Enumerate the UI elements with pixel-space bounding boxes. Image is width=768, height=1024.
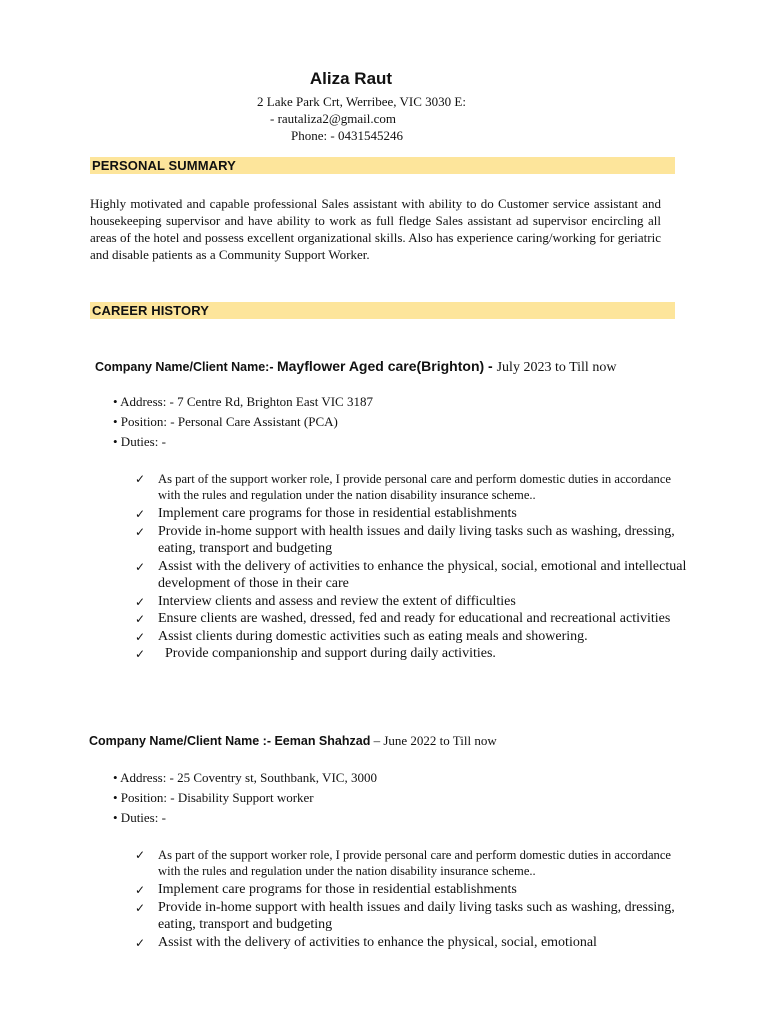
duty-item: ✓ Ensure clients are washed, dressed, fed and ready for educational and recreational activities bbox=[135, 610, 695, 628]
duty-item: ✓ Provide companionship and support during daily activities. bbox=[135, 645, 695, 663]
candidate-name: Aliza Raut bbox=[309, 69, 393, 88]
personal-summary-heading: PERSONAL SUMMARY bbox=[92, 158, 236, 173]
job-1-company: Mayflower Aged care(Brighton) - bbox=[276, 358, 497, 374]
job-2-duties-label: • Duties: - bbox=[113, 810, 166, 825]
duty-item: ✓ As part of the support worker role, I provide personal care and perform domestic duties in accordance with the rules and regulation under the nation disability insurance scheme.. bbox=[135, 472, 672, 502]
job-1-duties-label: • Duties: - bbox=[113, 434, 166, 449]
job-1-position: • Position: - Personal Care Assistant (PCA) bbox=[113, 414, 338, 429]
check-mark-icon: ✓ bbox=[135, 629, 146, 644]
job-2-duties bbox=[135, 847, 695, 951]
job-2-label: Company Name/Client Name :- bbox=[89, 734, 275, 748]
job-2-company: Eeman Shahzad bbox=[274, 734, 371, 748]
check-mark-icon: ✓ bbox=[135, 472, 146, 486]
email-line: - rautaliza2@gmail.com bbox=[270, 111, 397, 126]
duty-item: ✓ As part of the support worker role, I provide personal care and perform domestic duties in accordance with the rules and regulation under the nation disability insurance scheme.. bbox=[135, 848, 672, 878]
job-2-header bbox=[89, 733, 497, 749]
job-1-address: • Address: - 7 Centre Rd, Brighton East VIC 3187 bbox=[113, 394, 373, 409]
check-mark-icon: ✓ bbox=[135, 507, 146, 521]
duty-item: ✓ Assist with the delivery of activities to enhance the physical, social, emotional and intellectual development of those in their care bbox=[135, 558, 687, 591]
career-history-heading: CAREER HISTORY bbox=[92, 303, 209, 318]
job-2-dates: – June 2022 to Till now bbox=[370, 733, 497, 748]
check-mark-icon: ✓ bbox=[135, 612, 146, 626]
check-mark-icon: ✓ bbox=[135, 647, 146, 661]
job-1-header bbox=[95, 358, 616, 376]
job-2-position: • Position: - Disability Support worker bbox=[113, 790, 314, 805]
job-1-duties bbox=[135, 471, 695, 663]
job-1-dates: July 2023 to Till now bbox=[496, 360, 617, 375]
duty-item: ✓ Implement care programs for those in residential establishments bbox=[135, 881, 695, 899]
personal-summary-band bbox=[90, 157, 675, 174]
duty-item: ✓ Assist clients during domestic activities such as eating meals and showering. bbox=[135, 628, 695, 646]
job-1-info bbox=[113, 392, 373, 452]
job-2-info bbox=[113, 768, 377, 828]
personal-summary-text: Highly motivated and capable professional Sales assistant with ability to do Customer service assistant and housekeeping supervisor and have ability to work as full fledge Sales assistant ad supervisor encircling all areas of the hotel and possess excellent organizational skills. Also has experience caring/working for geriatric and disable patients as a Community Support Worker. bbox=[90, 196, 661, 262]
check-mark-icon: ✓ bbox=[135, 848, 146, 862]
check-mark-icon: ✓ bbox=[135, 524, 146, 539]
duty-item: ✓ Provide in-home support with health issues and daily living tasks such as washing, dressing, eating, transport and budgeting bbox=[135, 899, 675, 932]
phone-line: Phone: - 0431545246 bbox=[291, 128, 403, 143]
check-mark-icon: ✓ bbox=[135, 559, 146, 574]
job-1-label: Company Name/Client Name:- bbox=[95, 360, 277, 374]
duty-item: ✓ Implement care programs for those in residential establishments bbox=[135, 505, 695, 523]
duty-item: ✓ Interview clients and assess and review the extent of difficulties bbox=[135, 593, 695, 611]
job-2-address: • Address: - 25 Coventry st, Southbank, VIC, 3000 bbox=[113, 770, 377, 785]
career-history-band bbox=[90, 302, 675, 319]
duty-item: ✓ Provide in-home support with health issues and daily living tasks such as washing, dressing, eating, transport and budgeting bbox=[135, 523, 675, 556]
check-mark-icon: ✓ bbox=[135, 935, 146, 950]
duty-item: ✓ Assist with the delivery of activities to enhance the physical, social, emotional bbox=[135, 934, 695, 952]
check-mark-icon: ✓ bbox=[135, 594, 146, 609]
address-line: 2 Lake Park Crt, Werribee, VIC 3030 E: bbox=[257, 94, 466, 109]
check-mark-icon: ✓ bbox=[135, 883, 146, 897]
check-mark-icon: ✓ bbox=[135, 900, 146, 915]
